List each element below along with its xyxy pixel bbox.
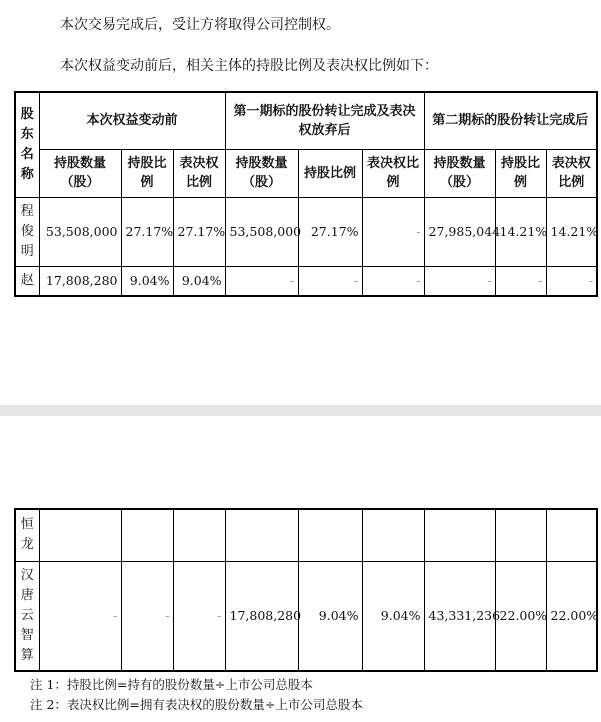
before-shares-cell: 17,808,280: [39, 266, 121, 296]
header-second-voting-ratio: 表决权比例: [546, 149, 597, 197]
before-holding-cell: 9.04%: [121, 266, 173, 296]
first-voting-cell: -: [362, 266, 424, 296]
shareholding-table-continued: [14, 508, 598, 672]
header-first-voting-ratio: 表决权比例: [362, 149, 424, 197]
footnote-voting-ratio: 注 2：表决权比例=拥有表决权的股份数量÷上市公司总股本: [30, 697, 363, 712]
header-group-before: 本次权益变动前: [39, 92, 225, 149]
header-shareholder-name: 股东名称: [15, 92, 39, 197]
table-row: [15, 266, 597, 296]
shareholding-table-top: [14, 91, 598, 297]
table-row: [15, 509, 597, 561]
before-shares-cell: [39, 509, 121, 561]
before-voting-cell: -: [173, 561, 225, 671]
first-voting-cell: 9.04%: [362, 561, 424, 671]
first-shares-cell: 17,808,280: [225, 561, 298, 671]
before-shares-cell: 53,508,000: [39, 197, 121, 266]
before-voting-cell: [173, 509, 225, 561]
second-voting-cell: [546, 509, 597, 561]
second-shares-cell: -: [424, 266, 495, 296]
intro-paragraph-control: 本次交易完成后，受让方将取得公司控制权。: [60, 17, 340, 33]
shareholder-name-cell: 程俊明: [15, 197, 39, 266]
header-second-shares: 持股数量（股）: [424, 149, 495, 197]
second-shares-cell: 43,331,236: [424, 561, 495, 671]
before-voting-cell: 9.04%: [173, 266, 225, 296]
second-holding-cell: -: [495, 266, 546, 296]
header-first-holding-ratio: 持股比例: [298, 149, 362, 197]
before-holding-cell: 27.17%: [121, 197, 173, 266]
before-voting-cell: 27.17%: [173, 197, 225, 266]
header-group-second-tranche: 第二期标的股份转让完成后: [424, 92, 597, 149]
second-holding-cell: [495, 509, 546, 561]
header-before-shares: 持股数量（股）: [39, 149, 121, 197]
header-first-shares: 持股数量（股）: [225, 149, 298, 197]
header-group-row: [15, 92, 597, 149]
first-holding-cell: [298, 509, 362, 561]
first-voting-cell: -: [362, 197, 424, 266]
header-group-first-tranche: 第一期标的股份转让完成及表决权放弃后: [225, 92, 424, 149]
table-row: [15, 197, 597, 266]
table-row: [15, 561, 597, 671]
before-holding-cell: [121, 509, 173, 561]
header-before-holding-ratio: 持股比例: [121, 149, 173, 197]
second-holding-cell: 22.00%: [495, 561, 546, 671]
second-holding-cell: 14.21%: [495, 197, 546, 266]
second-shares-cell: 27,985,044: [424, 197, 495, 266]
shareholder-name-cell: 汉唐云智算: [15, 561, 39, 671]
first-shares-cell: -: [225, 266, 298, 296]
header-before-voting-ratio: 表决权比例: [173, 149, 225, 197]
second-voting-cell: 22.00%: [546, 561, 597, 671]
first-shares-cell: 53,508,000: [225, 197, 298, 266]
page-break-separator: [0, 405, 601, 416]
before-holding-cell: -: [121, 561, 173, 671]
first-voting-cell: [362, 509, 424, 561]
first-holding-cell: 9.04%: [298, 561, 362, 671]
second-shares-cell: [424, 509, 495, 561]
footnote-holding-ratio: 注 1：持股比例=持有的股份数量÷上市公司总股本: [30, 677, 313, 692]
shareholder-name-cell: 赵: [15, 266, 39, 296]
second-voting-cell: 14.21%: [546, 197, 597, 266]
second-voting-cell: -: [546, 266, 597, 296]
before-shares-cell: -: [39, 561, 121, 671]
intro-paragraph-ratios: 本次权益变动前后，相关主体的持股比例及表决权比例如下：: [60, 58, 438, 74]
first-holding-cell: 27.17%: [298, 197, 362, 266]
shareholder-name-cell: 恒龙: [15, 509, 39, 561]
first-shares-cell: [225, 509, 298, 561]
first-holding-cell: -: [298, 266, 362, 296]
header-column-row: [15, 149, 597, 197]
header-second-holding-ratio: 持股比例: [495, 149, 546, 197]
